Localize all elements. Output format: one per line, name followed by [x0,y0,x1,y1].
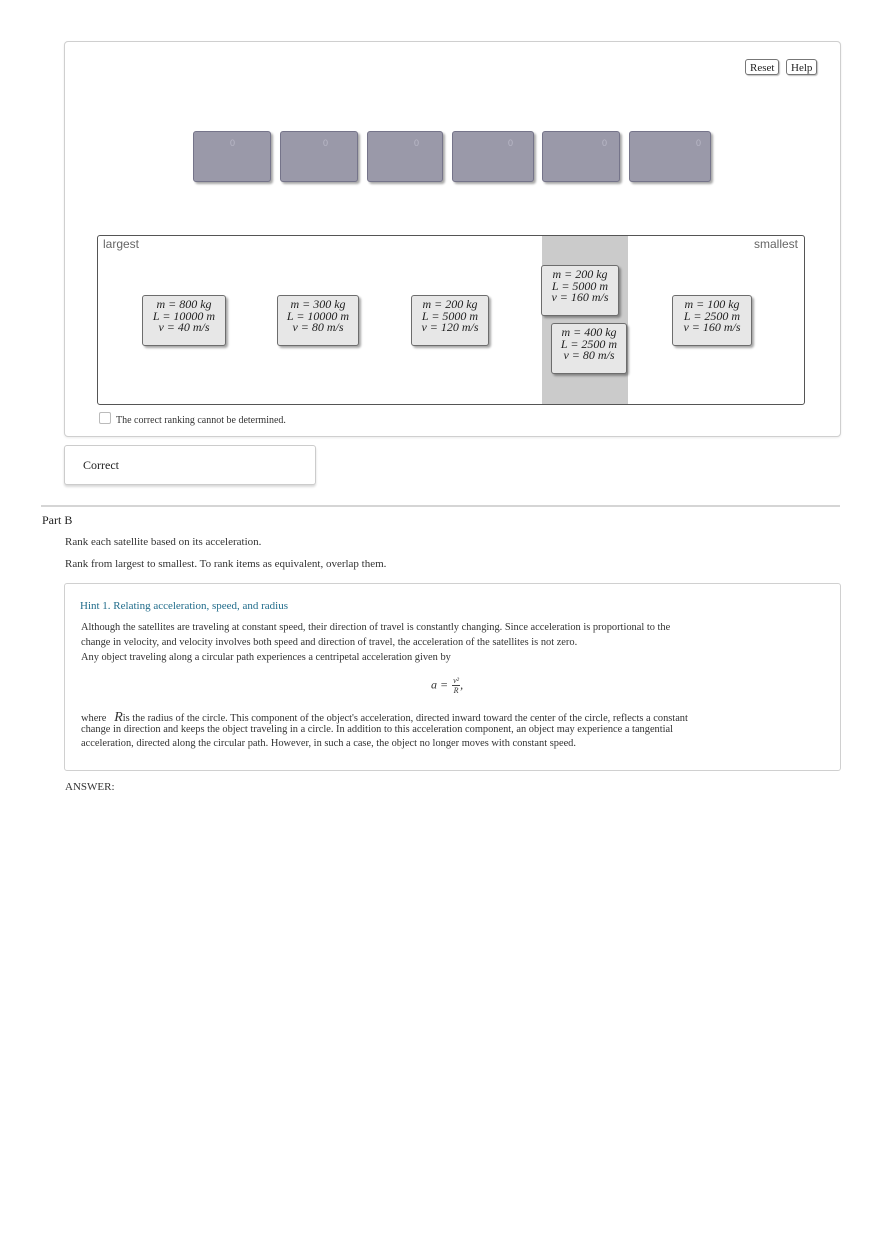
satellite-card-6[interactable] [672,295,752,346]
equivalent-group-highlight [542,236,628,404]
mass-value: m = 800 kg [156,297,212,311]
speed-value: v = 160 m/s [683,320,741,334]
answer-label: ANSWER: [65,781,115,793]
feedback-box [64,445,316,485]
feedback-text: Correct [83,458,119,472]
satellite-card-5[interactable] [551,323,627,374]
ranking-widget [64,41,841,437]
cannot-determine-row [99,412,286,426]
mass-value: m = 200 kg [422,297,478,311]
mass-value: m = 300 kg [290,297,346,311]
slot-mark: 0 [602,138,608,148]
hint-text-line: acceleration, directed along the circular path. However, in such a case, the object no longer moves with constant speed. [81,738,576,749]
section-divider [41,505,840,507]
largest-label: largest [103,237,140,251]
hint-text-line: is the radius of the circle. This component of the object's acceleration, directed inward toward the center of the circle, reflects a constant [122,713,688,724]
hint-text-line: change in velocity, and velocity involves both speed and direction of travel, the acceleration of the satellites is not zero. [81,637,578,648]
slot-mark: 0 [508,138,514,148]
distance-value: L = 5000 m [551,278,609,293]
answer-slot-2[interactable] [280,131,358,182]
distance-value: L = 10000 m [286,308,350,323]
slot-mark: 0 [323,138,329,148]
answer-slot-4[interactable] [452,131,534,182]
distance-value: L = 2500 m [560,336,618,351]
satellite-card-3[interactable] [411,295,489,346]
formula-trail: , [460,677,464,692]
hint-text-line: Any object traveling along a circular path experiences a centripetal acceleration given by [81,652,451,663]
distance-value: L = 10000 m [152,308,216,323]
ranking-area[interactable] [97,235,805,405]
formula-numerator: v² [453,676,460,685]
cannot-determine-label: The correct ranking cannot be determined. [116,415,286,426]
satellite-card-4[interactable] [541,265,619,316]
slot-mark: 0 [414,138,420,148]
slot-mark: 0 [230,138,236,148]
distance-value: L = 5000 m [421,308,479,323]
speed-value: v = 80 m/s [292,320,344,334]
distance-value: L = 2500 m [683,308,741,323]
answer-slot-6[interactable] [629,131,711,182]
hint-title[interactable]: Hint 1. Relating acceleration, speed, and radius [80,600,289,612]
question-text: Rank each satellite based on its acceleration. [65,536,262,548]
smallest-label: smallest [753,237,798,251]
radius-symbol: R [114,710,123,725]
speed-value: v = 80 m/s [563,348,615,362]
answer-slot-1[interactable] [193,131,271,182]
mass-value: m = 200 kg [552,267,608,281]
mass-value: m = 100 kg [684,297,740,311]
answer-slot-5[interactable] [542,131,620,182]
reset-button[interactable]: Reset [745,59,779,75]
where-prefix: where [81,713,107,724]
cannot-determine-checkbox[interactable] [99,412,111,424]
hint-box [64,583,841,771]
part-heading: Part B [42,513,73,527]
satellite-card-2[interactable] [277,295,359,346]
answer-slot-3[interactable] [367,131,443,182]
formula-denominator: R [453,686,459,695]
satellite-card-1[interactable] [142,295,226,346]
hint-text-line: Although the satellites are traveling at constant speed, their direction of travel is constantly changing. Since acceleration is proportional to the [81,622,671,633]
speed-value: v = 40 m/s [158,320,210,334]
speed-value: v = 160 m/s [551,290,609,304]
slot-mark: 0 [696,138,702,148]
help-button[interactable]: Help [786,59,817,75]
instruction-text: Rank from largest to smallest. To rank items as equivalent, overlap them. [65,558,387,570]
acceleration-formula [431,676,463,695]
speed-value: v = 120 m/s [421,320,479,334]
hint-text-line: change in direction and keeps the object traveling in a circle. In addition to this acceleration component, an object may experience a tangential [81,724,674,735]
formula-lhs: a = [431,677,449,692]
mass-value: m = 400 kg [561,325,617,339]
formula-fraction [452,676,460,695]
